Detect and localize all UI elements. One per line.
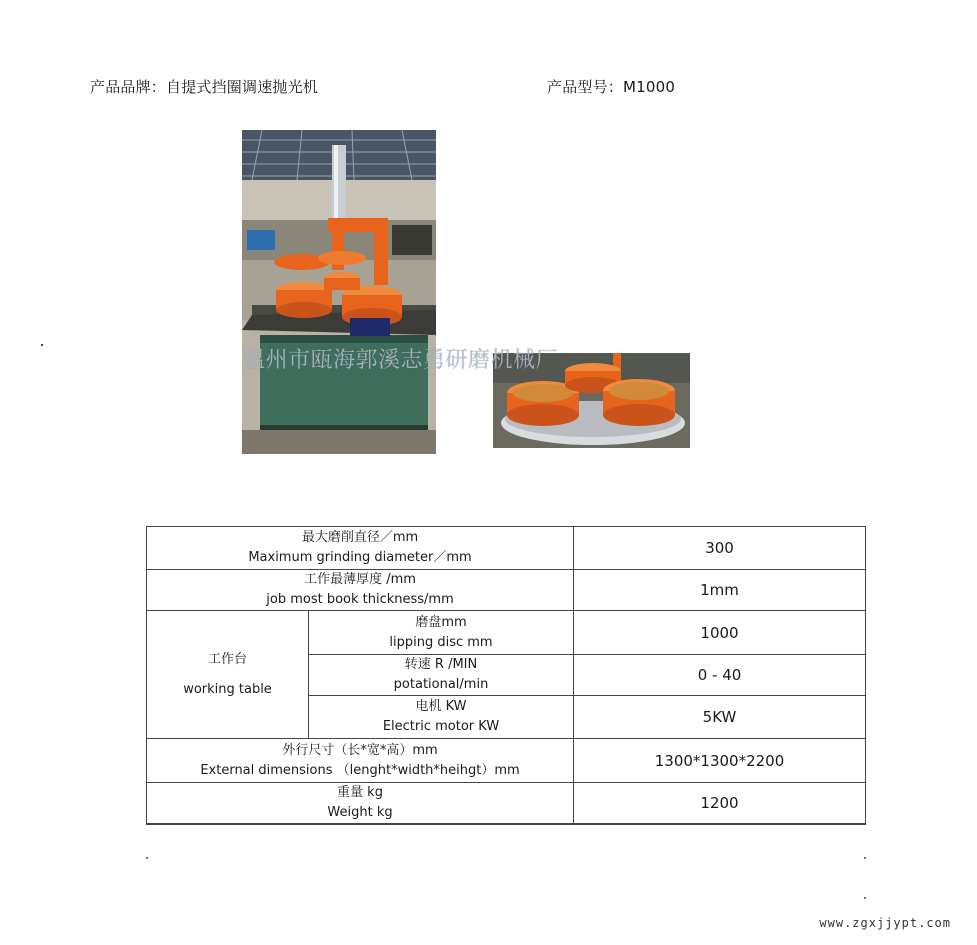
spec-label: 最大磨削直径／mm Maximum grinding diameter／mm <box>147 527 574 570</box>
spec-value: 1mm <box>574 570 866 611</box>
stray-mark <box>864 897 866 899</box>
spec-row-lapping-disc <box>147 611 866 655</box>
spec-label: 电机 KW Electric motor KW <box>309 696 574 739</box>
spec-value: 1000 <box>574 611 866 655</box>
stray-mark <box>864 857 866 859</box>
spec-label: 重量 kg Weight kg <box>147 783 574 825</box>
spec-value: 1300*1300*2200 <box>574 739 866 783</box>
watermark-text: 温州市瓯海郭溪志勇研磨机械厂 <box>243 348 559 373</box>
spec-value: 0 - 40 <box>574 655 866 696</box>
spec-label: 磨盘mm lipping disc mm <box>309 611 574 655</box>
working-table-group-label: 工作台 working table <box>147 611 309 739</box>
spec-row-dimensions <box>147 739 866 783</box>
spec-label: 外行尺寸（长*宽*高）mm External dimensions （lenght*width*heihgt）mm <box>147 739 574 783</box>
spec-row-min-thickness <box>147 570 866 611</box>
spec-row-max-diameter <box>147 527 866 570</box>
spec-row-weight <box>147 783 866 825</box>
spec-value: 5KW <box>574 696 866 739</box>
brand-label: 产品品牌：自提式挡圈调速抛光机 <box>90 78 319 96</box>
stray-mark <box>146 857 148 859</box>
spec-value: 300 <box>574 527 866 570</box>
spec-table <box>146 526 866 825</box>
model-label: 产品型号：M1000 <box>547 78 676 96</box>
spec-value: 1200 <box>574 783 866 825</box>
stray-dot <box>41 344 43 346</box>
spec-label: 工作最薄厚度 /mm job most book thickness/mm <box>147 570 574 611</box>
machine-front-photo <box>242 130 436 454</box>
spec-label: 转速 R /MIN potational/min <box>309 655 574 696</box>
footer-url: www.zgxjjypt.com <box>819 916 951 930</box>
